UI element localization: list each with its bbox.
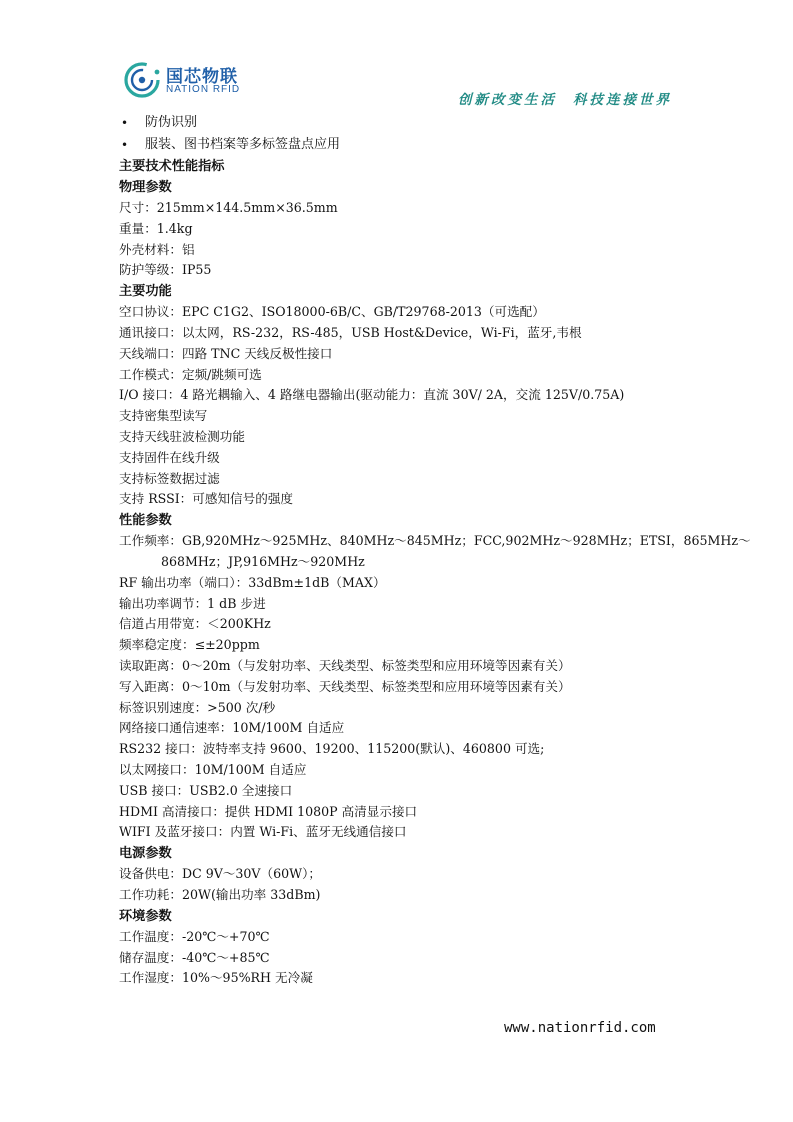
slogan-left: 创新改变生活 (458, 92, 557, 108)
spec-line: 通讯接口：以太网，RS-232，RS-485，USB Host&Device，Wi-Fi，蓝牙,韦根 (119, 324, 582, 340)
spec-line: 支持固件在线升级 (119, 449, 220, 465)
spec-line: 重量：1.4kg (119, 220, 193, 236)
spec-line: 支持 RSSI：可感知信号的强度 (119, 491, 294, 507)
spec-line: 空口协议：EPC C1G2、ISO18000-6B/C、GB/T29768-2013（可选配） (119, 304, 545, 320)
bullet-dot-icon: • (121, 138, 129, 152)
spec-line: RS232 接口：波特率支持 9600、19200、115200(默认)、460800 可选; (119, 741, 545, 757)
spec-line: 读取距离：0～20m（与发射功率、天线类型、标签类型和应用环境等因素有关） (119, 657, 571, 673)
section-heading-physical: 物理参数 (119, 180, 172, 195)
nation-rfid-logo-icon (122, 60, 162, 100)
spec-line: 尺寸：215mm×144.5mm×36.5mm (119, 200, 338, 215)
spec-line: HDMI 高清接口：提供 HDMI 1080P 高清显示接口 (119, 803, 418, 819)
spec-line: 工作频率：GB,920MHz～925MHz、840MHz～845MHz；FCC,902MHz～928MHz；ETSI，865MHz～ (119, 533, 751, 549)
spec-line: 频率稳定度：≤±20ppm (119, 637, 260, 653)
spec-line-continuation-text: 868MHz；JP,916MHz～920MHz (161, 553, 365, 569)
slogan-right: 科技连接世界 (573, 92, 672, 108)
section-heading-performance: 性能参数 (119, 513, 172, 529)
bullet-item (119, 112, 699, 134)
bullet-text: 服装、图书档案等多标签盘点应用 (145, 137, 341, 152)
footer-website-link[interactable]: www.nationrfid.com (504, 1020, 656, 1036)
spec-line: 支持天线驻波检测功能 (119, 428, 245, 444)
spec-line: 支持密集型读写 (119, 408, 208, 424)
section-heading-environment: 环境参数 (119, 908, 172, 924)
bullet-text: 防伪识别 (145, 115, 198, 130)
spec-line: 写入距离：0～10m（与发射功率、天线类型、标签类型和应用环境等因素有关） (119, 678, 571, 694)
spec-line: USB 接口：USB2.0 全速接口 (119, 782, 293, 798)
spec-line: 支持标签数据过滤 (119, 470, 220, 486)
spec-line: 网络接口通信速率：10M/100M 自适应 (119, 720, 345, 736)
section-heading-main: 主要技术性能指标 (119, 159, 225, 174)
brand-name-cn: 国芯物联 (166, 67, 238, 87)
spec-line: 工作温度：-20℃～+70℃ (119, 928, 270, 944)
spec-line: 工作模式：定频/跳频可选 (119, 366, 262, 382)
spec-line: 天线端口：四路 TNC 天线反极性接口 (119, 345, 333, 361)
slogan (458, 88, 672, 108)
spec-line: 以太网接口：10M/100M 自适应 (119, 761, 307, 777)
document-body (119, 112, 751, 989)
spec-line: 信道占用带宽：＜200KHz (119, 616, 271, 632)
spec-line-continuation (119, 552, 699, 573)
spec-line: 工作湿度：10%～95%RH 无冷凝 (119, 970, 313, 986)
spec-line: I/O 接口：4 路光耦输入、4 路继电器输出(驱动能力：直流 30V/ 2A，交流 125V/0.75A) (119, 387, 625, 403)
spec-line: 输出功率调节：1 dB 步进 (119, 595, 266, 611)
spec-line: 外壳材料：铝 (119, 241, 195, 257)
spec-line: 储存温度：-40℃～+85℃ (119, 949, 270, 965)
section-heading-functions: 主要功能 (119, 284, 172, 300)
page-header (122, 60, 682, 106)
spec-line: WIFI 及蓝牙接口：内置 Wi-Fi、蓝牙无线通信接口 (119, 824, 407, 840)
spec-line: 标签识别速度：>500 次/秒 (119, 699, 276, 715)
brand-name-en: NATION RFID (166, 84, 241, 95)
section-heading-power: 电源参数 (119, 846, 172, 862)
spec-line: 设备供电：DC 9V～30V（60W）； (119, 866, 321, 882)
bullet-item (119, 134, 699, 156)
bullet-dot-icon: • (121, 116, 129, 130)
spec-line: 工作功耗：20W(输出功率 33dBm) (119, 886, 321, 902)
spec-line: RF 输出功率（端口）：33dBm±1dB（MAX） (119, 574, 386, 590)
spec-line: 防护等级：IP55 (119, 262, 212, 278)
